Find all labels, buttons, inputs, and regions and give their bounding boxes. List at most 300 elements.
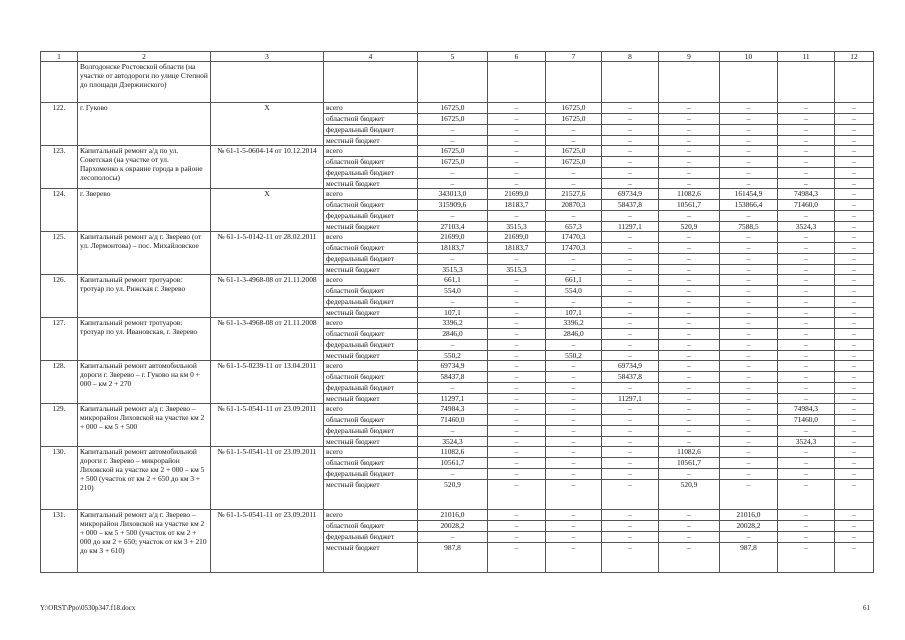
amount-cell: 550,2	[546, 351, 602, 361]
amount-cell: –	[488, 286, 546, 297]
amount-cell: 11297,1	[418, 394, 488, 404]
amount-cell: 987,8	[418, 543, 488, 573]
amount-cell: –	[488, 543, 546, 573]
amount-cell: –	[778, 351, 835, 361]
amount-cell: –	[546, 543, 602, 573]
column-header: 4	[324, 52, 418, 62]
entry-number: 122.	[41, 103, 78, 146]
amount-cell: –	[546, 404, 602, 415]
table-row	[41, 404, 874, 415]
funding-source: федеральный бюджет	[324, 469, 418, 480]
amount-cell: –	[659, 146, 720, 157]
amount-cell: –	[835, 211, 874, 222]
amount-cell: –	[659, 286, 720, 297]
amount-cell: –	[418, 136, 488, 146]
amount-cell: –	[659, 211, 720, 222]
amount-cell: –	[488, 136, 546, 146]
amount-cell: –	[835, 372, 874, 383]
footer-file-path: Y:\ORST\Ppo\0530p347.f18.docx	[40, 604, 136, 612]
amount-cell: –	[835, 521, 874, 532]
amount-cell: –	[778, 275, 835, 286]
entry-document: Х	[211, 189, 324, 232]
amount-cell: –	[720, 404, 778, 415]
amount-cell: 3515,3	[488, 222, 546, 232]
amount-cell: –	[835, 254, 874, 265]
amount-cell: 71460,0	[778, 200, 835, 211]
amount-cell: 16725,0	[546, 114, 602, 125]
amount-cell: –	[546, 168, 602, 179]
funding-source: всего	[324, 404, 418, 415]
amount-cell: –	[720, 329, 778, 340]
amount-cell: –	[488, 254, 546, 265]
funding-source: областной бюджет	[324, 415, 418, 426]
amount-cell: 3524,3	[778, 437, 835, 447]
entry-number: 125.	[41, 232, 78, 275]
amount-cell: –	[778, 168, 835, 179]
column-header: 8	[602, 52, 659, 62]
entry-name: Капитальный ремонт а/д г. Зверево – микрорайон Лиховской на участке км 2 + 000 – км 5 + 500	[78, 404, 211, 447]
amount-cell: –	[835, 437, 874, 447]
amount-cell: –	[720, 168, 778, 179]
amount-cell: –	[720, 232, 778, 243]
amount-cell: 16725,0	[418, 157, 488, 168]
amount-cell: 107,1	[418, 308, 488, 318]
amount-cell: –	[778, 361, 835, 372]
amount-cell: –	[488, 361, 546, 372]
amount-cell: –	[835, 510, 874, 521]
budget-table	[40, 51, 874, 573]
amount-cell: –	[835, 458, 874, 469]
amount-cell: –	[659, 394, 720, 404]
amount-cell: 16725,0	[418, 114, 488, 125]
amount-cell: –	[602, 318, 659, 329]
funding-source: местный бюджет	[324, 437, 418, 447]
funding-source: всего	[324, 447, 418, 458]
amount-cell: –	[835, 114, 874, 125]
entry-number: 127.	[41, 318, 78, 361]
amount-cell: 520,9	[418, 480, 488, 510]
amount-cell: –	[488, 146, 546, 157]
amount-cell: –	[546, 480, 602, 510]
amount-cell: –	[546, 297, 602, 308]
amount-cell: 11082,6	[659, 447, 720, 458]
amount-cell: –	[602, 447, 659, 458]
amount-cell: –	[835, 447, 874, 458]
amount-cell: –	[659, 426, 720, 437]
amount-cell: –	[778, 383, 835, 394]
amount-cell: –	[835, 200, 874, 211]
column-header: 9	[659, 52, 720, 62]
funding-source: местный бюджет	[324, 351, 418, 361]
amount-cell: 69734,9	[418, 361, 488, 372]
amount-cell: –	[835, 383, 874, 394]
amount-cell: –	[720, 351, 778, 361]
amount-cell: 20028,2	[418, 521, 488, 532]
amount-cell: 11082,6	[659, 189, 720, 200]
amount-cell: –	[488, 437, 546, 447]
amount-cell: –	[720, 114, 778, 125]
column-header: 2	[78, 52, 211, 62]
amount-cell: 27103,4	[418, 222, 488, 232]
amount-cell: –	[418, 254, 488, 265]
amount-cell: 11297,1	[602, 222, 659, 232]
amount-cell: –	[835, 275, 874, 286]
amount-cell: –	[488, 426, 546, 437]
amount-cell: 2846,0	[546, 329, 602, 340]
amount-cell: –	[659, 469, 720, 480]
amount-cell: –	[778, 426, 835, 437]
column-header: 11	[778, 52, 835, 62]
amount-cell: –	[659, 103, 720, 114]
amount-cell: –	[720, 469, 778, 480]
amount-cell: –	[488, 340, 546, 351]
amount-cell: –	[602, 426, 659, 437]
amount-cell: –	[488, 125, 546, 136]
amount-cell: –	[720, 275, 778, 286]
table-row	[41, 510, 874, 521]
funding-source: областной бюджет	[324, 243, 418, 254]
amount-cell: –	[778, 480, 835, 510]
amount-cell: 520,9	[659, 480, 720, 510]
amount-cell: –	[778, 157, 835, 168]
amount-cell: –	[546, 415, 602, 426]
amount-cell: –	[835, 243, 874, 254]
amount-cell: –	[602, 543, 659, 573]
amount-cell: –	[720, 361, 778, 372]
entry-name: Капитальный ремонт а/д г. Зверево – микрорайон Лиховской на участке км 2 + 000 – км 5 + 500 (участок от км 2 + 000 до км 2 + 650; участок от км 3 + 210 до км 3 + 610)	[78, 510, 211, 573]
amount-cell: –	[488, 157, 546, 168]
amount-cell: –	[778, 243, 835, 254]
amount-cell: –	[835, 351, 874, 361]
amount-cell: –	[602, 211, 659, 222]
entry-name: Капитальный ремонт тротуаров: тротуар по ул. Ивановская, г. Зверево	[78, 318, 211, 361]
amount-cell: –	[602, 340, 659, 351]
amount-cell: 550,2	[418, 351, 488, 361]
amount-cell: –	[602, 254, 659, 265]
amount-cell: –	[546, 383, 602, 394]
amount-cell: 58437,8	[602, 372, 659, 383]
column-header: 12	[835, 52, 874, 62]
amount-cell: 554,0	[418, 286, 488, 297]
amount-cell: –	[602, 297, 659, 308]
amount-cell: –	[720, 125, 778, 136]
amount-cell: –	[720, 394, 778, 404]
amount-cell: 21016,0	[720, 510, 778, 521]
amount-cell: –	[488, 329, 546, 340]
amount-cell: –	[546, 426, 602, 437]
amount-cell: –	[659, 372, 720, 383]
amount-cell: –	[546, 458, 602, 469]
table-row	[41, 146, 874, 157]
amount-cell: –	[488, 308, 546, 318]
amount-cell: –	[778, 521, 835, 532]
table-row	[41, 361, 874, 372]
continuation-name: Волгодонске Ростовской области (на участке от автодороги по улице Степной до площади Дзержинского)	[78, 62, 211, 103]
amount-cell: –	[602, 308, 659, 318]
entry-name: Капитальный ремонт а/д г. Зверево (от ул. Лермонтова) – пос. Михайловское	[78, 232, 211, 275]
amount-cell: 74984,3	[778, 189, 835, 200]
amount-cell: 11082,6	[418, 447, 488, 458]
amount-cell: –	[835, 297, 874, 308]
amount-cell: –	[602, 243, 659, 254]
amount-cell: –	[835, 340, 874, 351]
amount-cell: –	[835, 179, 874, 189]
amount-cell: –	[835, 480, 874, 510]
amount-cell: 3396,2	[546, 318, 602, 329]
amount-cell: –	[720, 383, 778, 394]
amount-cell: –	[778, 103, 835, 114]
entry-document: № 61-1-3-4968-08 от 21.11.2008	[211, 318, 324, 361]
amount-cell: –	[488, 372, 546, 383]
amount-cell: –	[546, 510, 602, 521]
amount-cell: 3396,2	[418, 318, 488, 329]
amount-cell: –	[720, 308, 778, 318]
amount-cell: 74984,3	[778, 404, 835, 415]
amount-cell: –	[778, 232, 835, 243]
funding-source: всего	[324, 275, 418, 286]
entry-number: 123.	[41, 146, 78, 189]
amount-cell: –	[418, 125, 488, 136]
amount-cell: –	[835, 426, 874, 437]
funding-source: федеральный бюджет	[324, 383, 418, 394]
amount-cell: –	[835, 232, 874, 243]
entry-name: Капитальный ремонт тротуаров: тротуар по ул. Рижская г. Зверево	[78, 275, 211, 318]
amount-cell: –	[546, 469, 602, 480]
table-row	[41, 189, 874, 200]
entry-number: 126.	[41, 275, 78, 318]
amount-cell: –	[659, 125, 720, 136]
amount-cell: –	[602, 157, 659, 168]
amount-cell: 69734,9	[602, 361, 659, 372]
column-header: 5	[418, 52, 488, 62]
amount-cell: –	[835, 394, 874, 404]
amount-cell: 3515,3	[418, 265, 488, 275]
amount-cell: –	[659, 254, 720, 265]
amount-cell: –	[546, 361, 602, 372]
entry-document: № 61-1-3-4968-08 от 21.11.2008	[211, 275, 324, 318]
funding-source: федеральный бюджет	[324, 340, 418, 351]
amount-cell: 21699,0	[488, 189, 546, 200]
funding-source: областной бюджет	[324, 329, 418, 340]
amount-cell: –	[778, 372, 835, 383]
amount-cell: –	[418, 168, 488, 179]
amount-cell: –	[835, 265, 874, 275]
amount-cell: –	[546, 437, 602, 447]
amount-cell: –	[659, 318, 720, 329]
amount-cell: –	[720, 157, 778, 168]
amount-cell: –	[602, 351, 659, 361]
funding-source: всего	[324, 232, 418, 243]
funding-source: всего	[324, 361, 418, 372]
amount-cell: –	[835, 318, 874, 329]
amount-cell: –	[659, 437, 720, 447]
amount-cell: –	[488, 404, 546, 415]
entry-name: Капитальный ремонт автомобильной дороги г. Зверево – г. Гуково на км 0 + 000 – км 2 + 270	[78, 361, 211, 404]
amount-cell: 58437,8	[418, 372, 488, 383]
funding-source: федеральный бюджет	[324, 125, 418, 136]
amount-cell: 21016,0	[418, 510, 488, 521]
amount-cell: –	[835, 361, 874, 372]
amount-cell: 661,1	[546, 275, 602, 286]
amount-cell: –	[418, 426, 488, 437]
table-row	[41, 232, 874, 243]
table-body	[41, 62, 874, 573]
amount-cell: –	[720, 437, 778, 447]
amount-cell: 661,1	[418, 275, 488, 286]
amount-cell: –	[418, 383, 488, 394]
amount-cell: –	[720, 297, 778, 308]
amount-cell: –	[659, 543, 720, 573]
funding-source: всего	[324, 103, 418, 114]
amount-cell: –	[488, 383, 546, 394]
amount-cell: 21699,0	[418, 232, 488, 243]
funding-source: областной бюджет	[324, 114, 418, 125]
amount-cell: 18183,7	[418, 243, 488, 254]
amount-cell: 69734,9	[602, 189, 659, 200]
amount-cell: –	[488, 532, 546, 543]
amount-cell: –	[488, 394, 546, 404]
amount-cell: 16725,0	[418, 103, 488, 114]
amount-cell: –	[835, 286, 874, 297]
amount-cell: 153866,4	[720, 200, 778, 211]
amount-cell: –	[488, 297, 546, 308]
amount-cell: –	[720, 458, 778, 469]
funding-source: областной бюджет	[324, 200, 418, 211]
entry-number: 128.	[41, 361, 78, 404]
amount-cell: –	[659, 415, 720, 426]
funding-source: местный бюджет	[324, 480, 418, 510]
amount-cell: –	[602, 404, 659, 415]
amount-cell: 554,0	[546, 286, 602, 297]
amount-cell: –	[778, 308, 835, 318]
amount-cell: –	[488, 510, 546, 521]
amount-cell: 7588,5	[720, 222, 778, 232]
amount-cell: –	[602, 232, 659, 243]
amount-cell: –	[659, 136, 720, 146]
amount-cell: 71460,0	[778, 415, 835, 426]
entry-document: № 61-1-5-0541-11 от 23.09.2011	[211, 447, 324, 510]
entry-number: 130.	[41, 447, 78, 510]
entry-name: г. Гуково	[78, 103, 211, 146]
amount-cell: 21527,6	[546, 189, 602, 200]
amount-cell: –	[602, 125, 659, 136]
amount-cell: –	[546, 265, 602, 275]
amount-cell: –	[835, 103, 874, 114]
amount-cell: –	[720, 340, 778, 351]
amount-cell: 20028,2	[720, 521, 778, 532]
funding-source: всего	[324, 318, 418, 329]
column-header: 7	[546, 52, 602, 62]
amount-cell: 2846,0	[418, 329, 488, 340]
amount-cell: –	[659, 351, 720, 361]
amount-cell: –	[659, 297, 720, 308]
amount-cell: 3524,3	[778, 222, 835, 232]
amount-cell: –	[488, 179, 546, 189]
amount-cell: –	[418, 297, 488, 308]
amount-cell: –	[602, 383, 659, 394]
table-row	[41, 103, 874, 114]
amount-cell: –	[659, 232, 720, 243]
entry-name: Капитальный ремонт а/д по ул. Советская (на участке от ул. Пархоменко к окраине города в районе лесополосы)	[78, 146, 211, 189]
entry-number: 124.	[41, 189, 78, 232]
amount-cell: –	[835, 136, 874, 146]
amount-cell: –	[659, 308, 720, 318]
amount-cell: –	[488, 521, 546, 532]
funding-source: всего	[324, 510, 418, 521]
amount-cell: –	[418, 469, 488, 480]
amount-cell: –	[418, 211, 488, 222]
amount-cell: –	[546, 372, 602, 383]
amount-cell: –	[488, 447, 546, 458]
funding-source: областной бюджет	[324, 458, 418, 469]
amount-cell: 18183,7	[488, 243, 546, 254]
amount-cell: –	[602, 521, 659, 532]
amount-cell: –	[835, 168, 874, 179]
amount-cell: 16725,0	[546, 146, 602, 157]
amount-cell: –	[659, 114, 720, 125]
amount-cell: –	[778, 179, 835, 189]
funding-source: федеральный бюджет	[324, 254, 418, 265]
amount-cell: –	[659, 404, 720, 415]
amount-cell: –	[720, 480, 778, 510]
amount-cell: –	[720, 426, 778, 437]
amount-cell: 71460,0	[418, 415, 488, 426]
amount-cell: 18183,7	[488, 200, 546, 211]
entry-document: № 61-1-5-0604-14 от 10.12.2014	[211, 146, 324, 189]
amount-cell: –	[546, 394, 602, 404]
amount-cell: –	[659, 340, 720, 351]
amount-cell: –	[418, 340, 488, 351]
funding-source: местный бюджет	[324, 265, 418, 275]
amount-cell: –	[720, 415, 778, 426]
table-row	[41, 318, 874, 329]
amount-cell: –	[659, 265, 720, 275]
amount-cell: –	[835, 469, 874, 480]
amount-cell: –	[488, 480, 546, 510]
funding-source: федеральный бюджет	[324, 532, 418, 543]
funding-source: областной бюджет	[324, 286, 418, 297]
amount-cell: 21699,0	[488, 232, 546, 243]
amount-cell: 3515,3	[488, 265, 546, 275]
amount-cell: 11297,1	[602, 394, 659, 404]
amount-cell: –	[602, 275, 659, 286]
amount-cell: –	[659, 383, 720, 394]
amount-cell: –	[546, 136, 602, 146]
amount-cell: 343013,0	[418, 189, 488, 200]
amount-cell: –	[602, 103, 659, 114]
entry-name: Капитальный ремонт автомобильной дороги г. Зверево – микрорайон Лиховской на участке км 2 + 000 – км 5 + 500 (участок от км 2 + 650 до км 3 + 210)	[78, 447, 211, 510]
amount-cell: 16725,0	[546, 103, 602, 114]
amount-cell: –	[778, 254, 835, 265]
entry-document: № 61-1-5-0541-11 от 23.09.2011	[211, 510, 324, 573]
amount-cell: –	[778, 146, 835, 157]
entry-name: г. Зверево	[78, 189, 211, 232]
amount-cell: –	[720, 243, 778, 254]
amount-cell: –	[835, 404, 874, 415]
amount-cell: –	[488, 469, 546, 480]
amount-cell: 107,1	[546, 308, 602, 318]
funding-source: всего	[324, 146, 418, 157]
amount-cell: –	[418, 532, 488, 543]
amount-cell: –	[778, 136, 835, 146]
amount-cell: –	[720, 265, 778, 275]
amount-cell: –	[659, 179, 720, 189]
amount-cell: –	[488, 275, 546, 286]
continuation-row	[41, 62, 874, 103]
column-header: 10	[720, 52, 778, 62]
amount-cell: 520,9	[659, 222, 720, 232]
entry-number: 129.	[41, 404, 78, 447]
